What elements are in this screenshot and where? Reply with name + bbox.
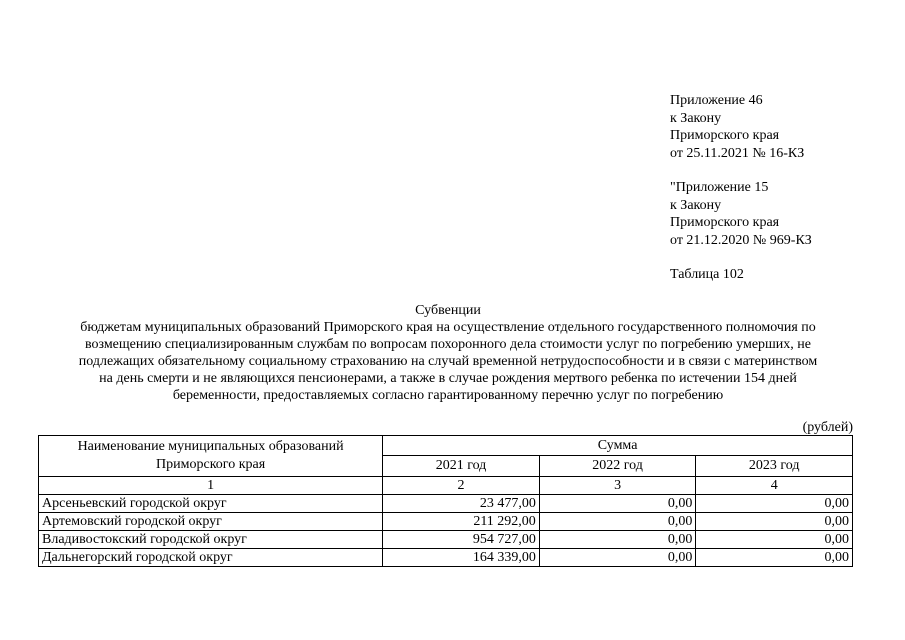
column-number-row: [39, 477, 853, 495]
title-line1: бюджетам муниципальных образований Приморского края на осуществление отдельного государственного полномочия по: [80, 320, 816, 335]
appendix-46-block: [670, 92, 812, 162]
appendix-15-line1: "Приложение 15: [670, 180, 769, 195]
subvention-table: [38, 435, 853, 567]
amount-2021: 211 292,00: [383, 513, 540, 531]
amount-2021: 164 339,00: [383, 549, 540, 567]
amount-2021: 954 727,00: [383, 531, 540, 549]
amount-2022: 0,00: [539, 549, 696, 567]
amount-2021: 23 477,00: [383, 495, 540, 513]
municipality-name: Арсеньевский городской округ: [39, 495, 383, 513]
municipality-name: Артемовский городской округ: [39, 513, 383, 531]
header-year-2022: 2022 год: [539, 456, 696, 477]
header-year-2021: 2021 год: [383, 456, 540, 477]
title-line5: беременности, предоставляемых согласно гарантированному перечню услуг по погребению: [172, 388, 724, 403]
header-year-2023: 2023 год: [696, 456, 853, 477]
table-header-row-1: [39, 436, 853, 456]
municipality-name: Дальнегорский городской округ: [39, 549, 383, 567]
column-number: 1: [39, 477, 383, 495]
column-number: 2: [383, 477, 540, 495]
amount-2022: 0,00: [539, 513, 696, 531]
amount-2023: 0,00: [696, 549, 853, 567]
appendix-46-line4: от 25.11.2021 № 16-КЗ: [670, 145, 805, 161]
appendix-references: [670, 92, 812, 284]
title-line4: на день смерти и не являющихся пенсионерами, а также в случае рождения мертвого ребенка по истечении 154 дней: [99, 371, 797, 386]
header-sum: Сумма: [383, 436, 853, 456]
table-row: [39, 495, 853, 513]
document-title: [40, 302, 856, 404]
amount-2023: 0,00: [696, 531, 853, 549]
column-number: 4: [696, 477, 853, 495]
table-row: [39, 531, 853, 549]
amount-2023: 0,00: [696, 513, 853, 531]
appendix-15-line3: Приморского края: [670, 215, 780, 230]
units-label: (рублей): [802, 420, 853, 435]
title-heading: Субвенции: [415, 303, 481, 318]
appendix-15-block: [670, 179, 812, 249]
amount-2023: 0,00: [696, 495, 853, 513]
appendix-15-line4: от 21.12.2020 № 969-КЗ: [670, 232, 812, 248]
table-number: Таблица 102: [670, 267, 744, 282]
header-name-line1: Наименование муниципальных образований: [77, 439, 344, 454]
table-row: [39, 549, 853, 567]
appendix-15-line2: к Закону: [670, 197, 722, 213]
appendix-46-line1: Приложение 46: [670, 93, 763, 108]
header-municipality: [39, 436, 383, 477]
appendix-46-line3: Приморского края: [670, 128, 780, 143]
title-line3: подлежащих обязательному социальному страхованию на случай временной нетрудоспособности и в связи с материнством: [78, 354, 818, 369]
amount-2022: 0,00: [539, 531, 696, 549]
table-row: [39, 513, 853, 531]
header-name-line2: Приморского края: [156, 457, 266, 472]
amount-2022: 0,00: [539, 495, 696, 513]
title-line2: возмещению специализированным службам по вопросам похоронного дела стоимости услуг по погребению умерших, не: [84, 337, 812, 352]
municipality-name: Владивостокский городской округ: [39, 531, 383, 549]
column-number: 3: [539, 477, 696, 495]
appendix-46-line2: к Закону: [670, 110, 722, 126]
